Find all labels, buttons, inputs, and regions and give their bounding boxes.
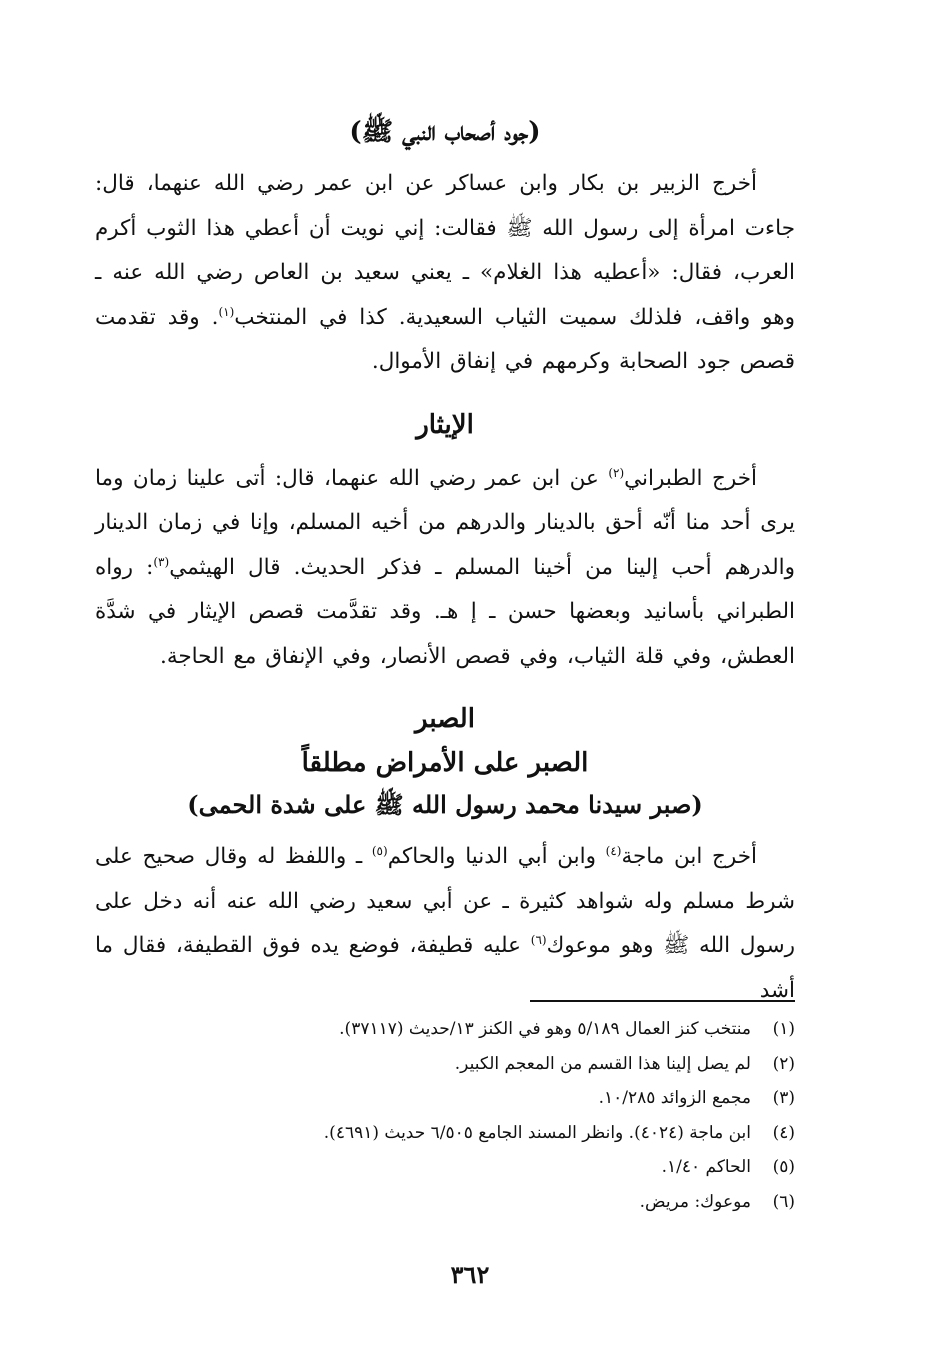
footnote-text: ابن ماجة (٤٠٢٤). وانظر المسند الجامع ٦/٥٠٥ حديث (٤٦٩١). <box>323 1122 751 1143</box>
paragraph-patience <box>95 835 795 1013</box>
section-heading-patience: الصبر <box>415 704 475 734</box>
footnote-text: موعوك: مريض. <box>639 1191 751 1212</box>
footnotes <box>150 1012 795 1219</box>
footnote-item <box>150 1150 795 1185</box>
subsection-heading-fever: (صبر سيدنا محمد رسول الله ﷺ على شدة الحمى) <box>187 790 703 819</box>
footnote-number: (٢) <box>772 1053 795 1074</box>
footnote-item <box>150 1116 795 1151</box>
paragraph-text: . وقد تقدمت قصص جود الصحابة وكرمهم في إنفاق الأموال. <box>95 304 795 374</box>
page-number: ٣٦٢ <box>450 1260 490 1289</box>
footnote-text: مجمع الزوائد ١٠/٢٨٥. <box>598 1088 751 1108</box>
subsection-heading-illness: الصبر على الأمراض مطلقاً <box>301 748 589 778</box>
footnote-number: (٥) <box>772 1157 795 1177</box>
footnote-text: منتخب كنز العمال ٥/١٨٩ وهو في الكنز ١٣/حديث (٣٧١١٧). <box>339 1019 751 1039</box>
paragraph-text: أخرج ابن ماجة <box>621 844 758 869</box>
footnote-number: (١) <box>772 1019 795 1039</box>
page-body <box>95 112 795 1013</box>
footnote-ref-3[interactable]: (٣) <box>153 554 170 569</box>
footnote-item <box>150 1185 795 1220</box>
paragraph-text: : رواه الطبراني بأسانيد وبعضها حسن ـ إ هـ. وقد تقدَّمت قصص الإيثار في شدَّة العطش، وفي قلة الثياب، وفي قصص الأنصار، وفي الإنفاق مع الحاجة. <box>95 554 795 669</box>
paragraph-generosity <box>95 162 795 385</box>
footnote-text: الحاكم ١/٤٠. <box>661 1157 751 1177</box>
footnote-ref-5[interactable]: (٥) <box>371 843 388 858</box>
paragraph-altruism <box>95 457 795 680</box>
paragraph-text: أخرج الطبراني <box>624 465 757 491</box>
footnote-item <box>150 1012 795 1047</box>
paragraph-text: أخرج الزبير بن بكار وابن عساكر عن ابن عمر رضي الله عنهما، قال: جاءت امرأة إلى رسول الله ﷺ فقالت: إني نويت أن أعطي هذا الثوب أكرم العرب، فقال: «أعطيه هذا الغلام» ـ يعني سعيد بن العاص رضي الله عنه ـ وهو واقف، فلذلك سميت الثياب السعيدية. كذا في المنتخب <box>95 171 795 330</box>
footnote-item <box>150 1081 795 1116</box>
footnote-ref-4[interactable]: (٤) <box>605 843 622 858</box>
footnote-ref-1[interactable]: (١) <box>218 304 235 319</box>
footnote-number: (٣) <box>772 1088 795 1108</box>
paragraph-text: ـ واللفظ له وقال صحيح على شرط مسلم وله شواهد كثيرة ـ عن أبي سعيد رضي الله عنه أنه دخل على رسول الله ﷺ وهو موعوك <box>95 844 795 958</box>
footnote-ref-2[interactable]: (٢) <box>608 465 625 480</box>
section-heading-altruism: الإيثار <box>416 409 474 440</box>
section-heading-generosity: (جود أصحاب النبي ﷺ) <box>349 117 541 147</box>
footnote-item <box>150 1047 795 1082</box>
footnote-ref-6[interactable]: (٦) <box>530 932 547 947</box>
footnote-divider <box>530 1000 795 1002</box>
footnote-number: (٤) <box>772 1122 795 1143</box>
paragraph-text: عليه قطيفة، فوضع يده فوق القطيفة، فقال ما أشد <box>95 933 795 1003</box>
footnote-number: (٦) <box>772 1191 795 1212</box>
paragraph-text: وابن أبي الدنيا والحاكم <box>387 844 606 869</box>
paragraph-text: عن ابن عمر رضي الله عنهما، قال: أتى علينا زمان وما يرى أحد منا أنّه أحق بالدينار والدرهم من أخيه المسلم، وإنا في زمان الدينار والدرهم أحب إلينا من أخينا المسلم ـ فذكر الحديث. قال الهيثمي <box>95 465 795 580</box>
footnote-text: لم يصل إلينا هذا القسم من المعجم الكبير. <box>454 1053 751 1074</box>
